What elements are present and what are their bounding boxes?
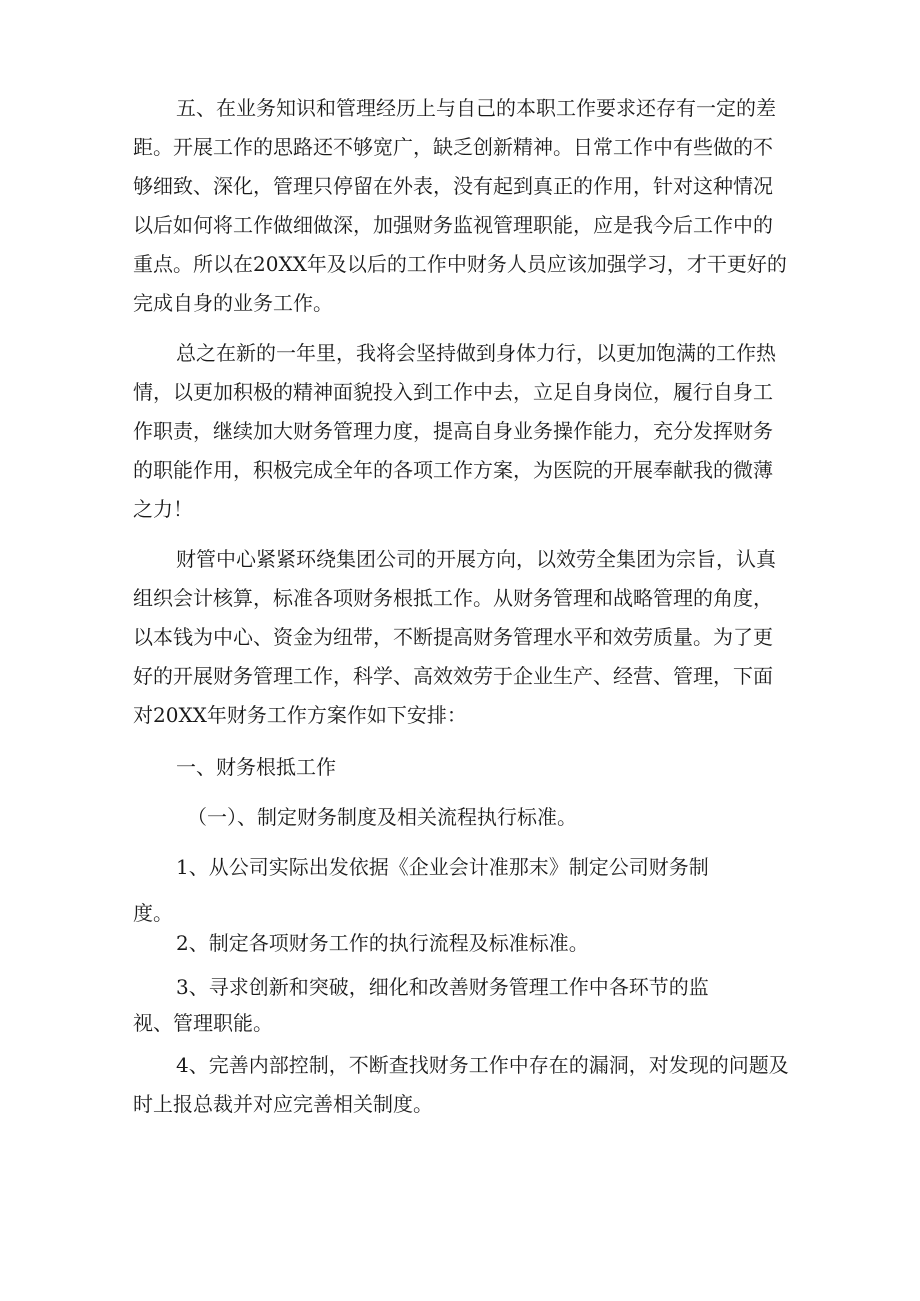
text-line: 情，以更加积极的精神面貌投入到工作中去，立足自身岗位，履行自身工 — [133, 380, 773, 404]
text-line: 总之在新的一年里，我将会坚持做到身体力行，以更加饱满的工作热 — [176, 341, 776, 365]
text-line: 好的开展财务管理工作，科学、高效效劳于企业生产、经营、管理，下面 — [133, 664, 773, 688]
text-line: 完成自身的业务工作。 — [133, 291, 333, 315]
text-line: 度。 — [133, 901, 173, 925]
list-item: 1、从公司实际出发依据《企业会计准那末》制定公司财务制 — [176, 855, 709, 879]
text-line: 够细致、深化，管理只停留在外表，没有起到真正的作用，针对这种情况 — [133, 174, 773, 198]
list-item: 2、制定各项财务工作的执行流程及标准标准。 — [176, 931, 589, 955]
text-line: 的职能作用，积极完成全年的各项工作方案，为医院的开展奉献我的微薄 — [133, 458, 773, 482]
section-heading: 一、财务根抵工作 — [176, 755, 336, 779]
text-line: 重点。所以在20XX年及以后的工作中财务人员应该加强学习，才干更好的 — [133, 252, 787, 276]
list-item: 3、寻求创新和突破，细化和改善财务管理工作中各环节的监 — [176, 975, 709, 999]
text-line: 五、在业务知识和管理经历上与自己的本职工作要求还存有一定的差 — [176, 96, 776, 120]
text-line: 时上报总裁并对应完善相关制度。 — [133, 1092, 433, 1116]
text-line: 财管中心紧紧环绕集团公司的开展方向，以效劳全集团为宗旨，认真 — [176, 547, 776, 571]
text-line: 以本钱为中心、资金为纽带，不断提高财务管理水平和效劳质量。为了更 — [133, 625, 773, 649]
text-line: 对20XX年财务工作方案作如下安排： — [133, 703, 467, 727]
text-line: 以后如何将工作做细做深，加强财务监视管理职能，应是我今后工作中的 — [133, 213, 773, 237]
text-line: 距。开展工作的思路还不够宽广，缺乏创新精神。日常工作中有些做的不 — [133, 135, 773, 159]
text-line: 组织会计核算，标准各项财务根抵工作。从财务管理和战略管理的角度， — [133, 586, 773, 610]
list-item: 4、完善内部控制，不断查找财务工作中存在的漏洞，对发现的问题及 — [176, 1053, 789, 1077]
subsection-heading: （一）、制定财务制度及相关流程执行标准。 — [187, 805, 577, 829]
text-line: 之力！ — [133, 497, 193, 521]
text-line: 作职责，继续加大财务管理力度，提高自身业务操作能力，充分发挥财务 — [133, 419, 773, 443]
text-line: 视、管理职能。 — [133, 1011, 273, 1035]
